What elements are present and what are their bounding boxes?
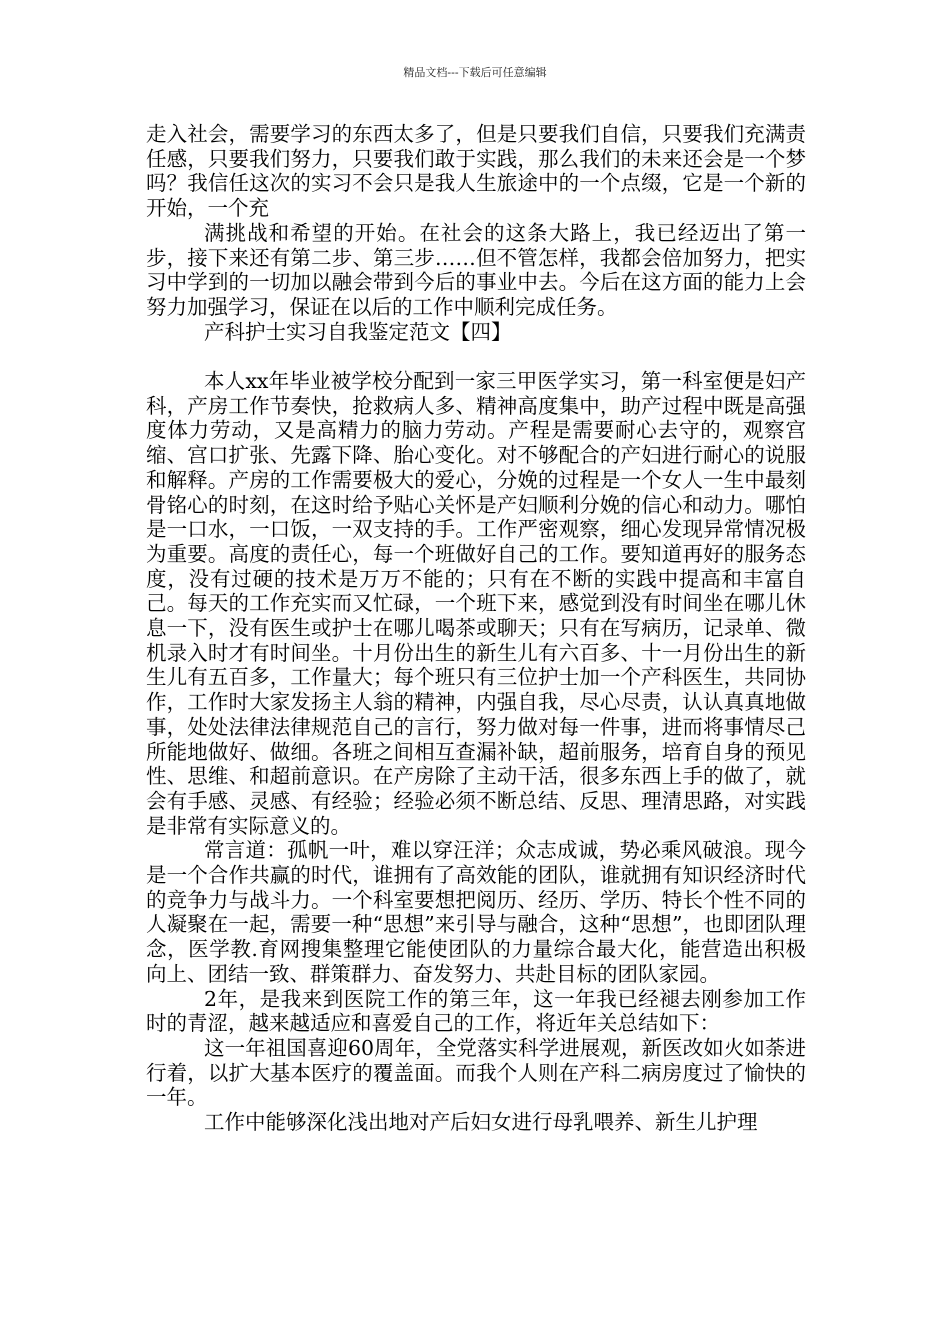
document-body	[146, 122, 806, 1135]
page-header: 精品文档---下载后可任意编辑	[403, 66, 547, 79]
paragraph: 满挑战和希望的开始。在社会的这条大路上，我已经迈出了第一步，接下来还有第二步、第三步……但不管怎样，我都会倍加努力，把实习中学到的一切加以融会带到今后的事业中去。今后在这方面的能力上会努力加强学习，保证在以后的工作中顺利完成任务。	[146, 220, 806, 319]
paragraph: 本人xx年毕业被学校分配到一家三甲医学实习，第一科室便是妇产科，产房工作节奏快，抢救病人多、精神高度集中，助产过程中既是高强度体力劳动，又是高精力的脑力劳动。产程是需要耐心去守的，观察宫缩、宫口扩张、先露下降、胎心变化。对不够配合的产妇进行耐心的说服和解释。产房的工作需要极大的爱心，分娩的过程是一个女人一生中最刻骨铭心的时刻，在这时给予贴心关怀是产妇顺利分娩的信心和动力。哪怕是一口水，一口饭，一双支持的手。工作严密观察，细心发现异常情况极为重要。高度的责任心，每一个班做好自己的工作。要知道再好的服务态度，没有过硬的技术是万万不能的；只有在不断的实践中提高和丰富自己。每天的工作充实而又忙碌，一个班下来，感觉到没有时间坐在哪儿休息一下，没有医生或护士在哪儿喝茶或聊天；只有在写病历，记录单、微机录入时才有时间坐。十月份出生的新生儿有六百多、十一月份出生的新生儿有五百多，工作量大；每个班只有三位护士加一个产科医生，共同协作，工作时大家发扬主人翁的精神，内强自我，尽心尽责，认认真真地做事，处处法律法律规范自己的言行，努力做对每一件事，进而将事情尽己所能地做好、做细。各班之间相互查漏补缺，超前服务，培育自身的预见性、思维、和超前意识。在产房除了主动干活，很多东西上手的做了，就会有手感、灵感、有经验；经验必须不断总结、反思、理清思路，对实践是非常有实际意义的。	[146, 369, 806, 838]
section-heading: 产科护士实习自我鉴定范文【四】	[204, 319, 512, 344]
paragraph: 2年，是我来到医院工作的第三年，这一年我已经褪去刚参加工作时的青涩，越来越适应和喜爱自己的工作，将近年关总结如下：	[146, 986, 806, 1036]
paragraph: 走入社会，需要学习的东西太多了，但是只要我们自信，只要我们充满责任感，只要我们努力，只要我们敢于实践，那么我们的未来还会是一个梦吗？我信任这次的实习不会只是我人生旅途中的一个点缀，它是一个新的开始，一个充	[146, 122, 806, 221]
blank-line	[146, 344, 806, 369]
paragraph: 工作中能够深化浅出地对产后妇女进行母乳喂养、新生儿护理	[204, 1110, 758, 1135]
paragraph: 常言道：孤帆一叶，难以穿汪洋；众志成诚，势必乘风破浪。现今是一个合作共赢的时代，谁拥有了高效能的团队，谁就拥有知识经济时代的竞争力与战斗力。一个科室要想把阅历、经历、学历、特长个性不同的人凝聚在一起，需要一种“思想”来引导与融合，这种“思想”，也即团队理念，医学教.育网搜集整理它能使团队的力量综合最大化，能营造出积极向上、团结一致、群策群力、奋发努力、共赴目标的团队家园。	[146, 838, 806, 986]
paragraph: 这一年祖国喜迎60周年，全党落实科学进展观，新医改如火如荼进行着，以扩大基本医疗的覆盖面。而我个人则在产科二病房度过了愉快的一年。	[146, 1036, 806, 1110]
